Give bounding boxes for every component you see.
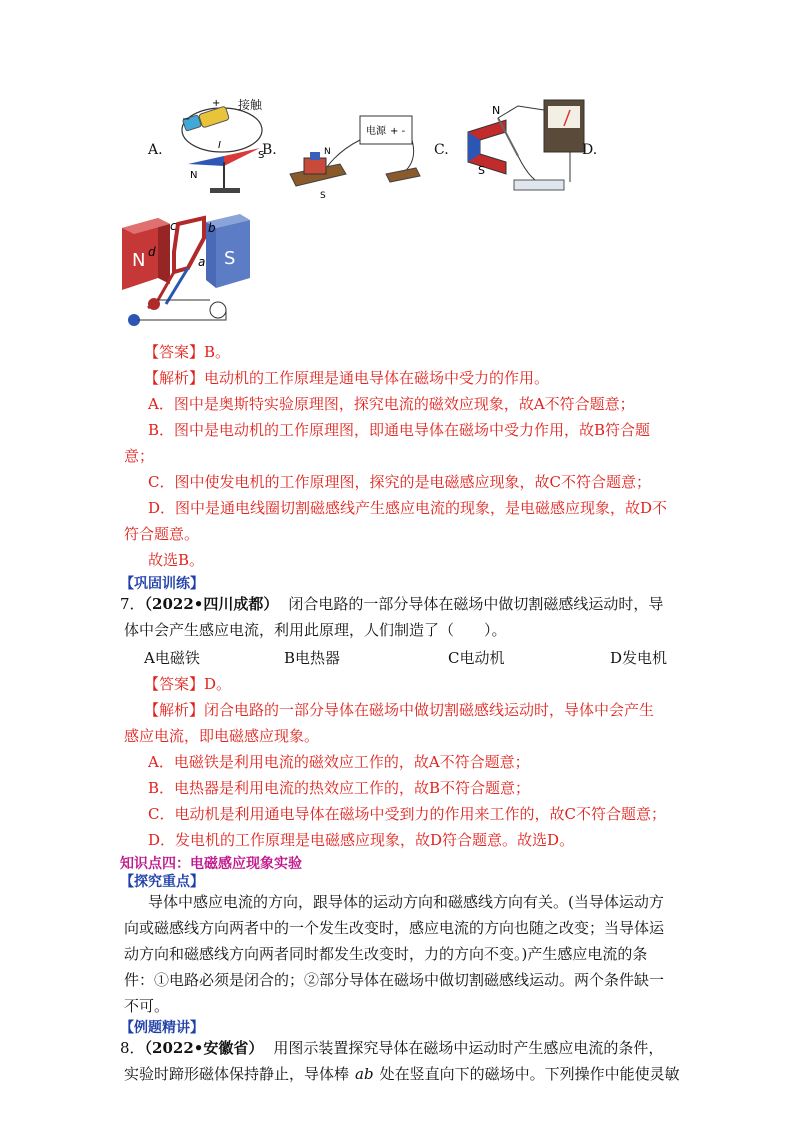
q7-analysis-line2: 感应电流，即电磁感应现象。 <box>124 727 320 745</box>
b-pole-s: S <box>320 191 326 200</box>
b-source-label: 电源 <box>366 126 386 137</box>
q6-analysis-line: 故选B。 <box>148 551 205 569</box>
section-consolidate-heading: 【巩固训练】 <box>120 576 204 592</box>
section-explore-heading: 【探究重点】 <box>120 874 204 890</box>
explore-line: 动方向和磁感线方向两者同时都发生改变时，力的方向不变。)产生感应电流的条 <box>124 945 648 963</box>
q8-source: （2022•安徽省） <box>144 1039 264 1057</box>
q7-analysis-line: D．发电机的工作原理是电磁感应现象，故D符合题意。故选D。 <box>148 831 575 849</box>
q8-stem-line1: 用图示装置探究导体在磁场中运动时产生感应电流的条件， <box>273 1039 664 1057</box>
explore-line: 导体中感应电流的方向，跟导体的运动方向和磁感线方向有关。(当导体运动方 <box>148 893 664 911</box>
d-coil-label-c: c <box>170 219 177 233</box>
q6-analysis-line: 意； <box>124 447 155 465</box>
q6-analysis-title: 【解析】电动机的工作原理是通电导体在磁场中受力的作用。 <box>144 369 550 387</box>
q6-analysis-line: 符合题意。 <box>124 525 200 543</box>
q6-analysis-line: B．图中是电动机的工作原理图，即通电导体在磁场中受力作用，故B符合题 <box>148 421 651 439</box>
generator-principle-figure <box>458 96 588 204</box>
a-contact-label: 接触 <box>238 98 263 112</box>
q7-answer: 【答案】D。 <box>144 675 232 693</box>
q6-answer: 【答案】B。 <box>144 343 231 361</box>
a-current-label: I <box>218 140 221 151</box>
q7-analysis-line1: 【解析】闭合电路的一部分导体在磁场中做切割磁感线运动时，导体中会产生 <box>144 701 655 719</box>
a-pole-n: N <box>190 170 198 181</box>
d-pole-n: N <box>132 250 146 271</box>
coil-in-field-figure <box>118 208 258 328</box>
q6-analysis-line: C．图中使发电机的工作原理图，探究的是电磁感应现象，故C不符合题意； <box>148 473 651 491</box>
q6-analysis-line: D．图中是通电线圈切割磁感线产生感应电流的现象，是电磁感应现象，故D不 <box>148 499 668 517</box>
q7-stem-line2: 体中会产生感应电流，利用此原理，人们制造了（ ）。 <box>124 621 507 639</box>
d-coil-label-d: d <box>148 245 156 259</box>
section-example-heading: 【例题精讲】 <box>120 1020 204 1036</box>
q7-stem-line1: 闭合电路的一部分导体在磁场中做切割磁感线运动时，导 <box>288 595 664 613</box>
a-minus-sign: − <box>182 114 191 125</box>
q7-analysis-line: A．电磁铁是利用电流的磁效应工作的，故A不符合题意； <box>148 753 530 771</box>
q8-number: 8． <box>120 1039 145 1057</box>
option-d-label: D. <box>582 142 598 158</box>
explore-line: 件：①电路必须是闭合的；②部分导体在磁场中做切割磁感线运动。两个条件缺一 <box>124 971 665 989</box>
q7-option-c: C电动机 <box>448 649 505 667</box>
q8-stem-line2-b: 处在竖直向下的磁场中。下列操作中能使灵敏 <box>379 1065 680 1083</box>
d-coil-label-b: b <box>208 221 216 235</box>
q7-option-a: A电磁铁 <box>144 649 200 667</box>
q8-stem-line2-a: 实验时蹄形磁体保持静止，导体棒 <box>124 1065 350 1083</box>
motor-principle-figure <box>286 112 426 200</box>
option-b-label: B. <box>262 142 277 158</box>
q7-stem <box>120 594 663 614</box>
d-coil-label-a: a <box>198 255 206 269</box>
q8-stem-line2 <box>124 1064 680 1084</box>
c-pole-s: S <box>478 164 485 177</box>
q8-stem <box>120 1038 663 1058</box>
explore-line: 不可。 <box>124 997 170 1015</box>
q7-number: 7． <box>120 595 145 613</box>
a-pole-s: S <box>258 150 265 161</box>
option-c-label: C. <box>434 142 449 158</box>
b-pole-n: N <box>324 147 331 157</box>
option-a-label: A. <box>148 142 163 158</box>
a-plus-sign: + <box>212 98 221 109</box>
q6-analysis-line: A．图中是奥斯特实验原理图，探究电流的磁效应现象，故A不符合题意； <box>148 395 635 413</box>
q7-analysis-line: C．电动机是利用通电导体在磁场中受到力的作用来工作的，故C不符合题意； <box>148 805 666 823</box>
q7-option-b: B电热器 <box>284 649 341 667</box>
q7-analysis-line: B．电热器是利用电流的热效应工作的，故B不符合题意； <box>148 779 531 797</box>
q7-option-d: D发电机 <box>610 649 668 667</box>
c-pole-n: N <box>492 104 501 117</box>
knowledge-point-heading: 知识点四：电磁感应现象实验 <box>120 856 302 872</box>
q7-source: （2022•四川成都） <box>144 595 279 613</box>
explore-line: 向或磁感线方向两者中的一个发生改变时，感应电流的方向也随之改变；当导体运 <box>124 919 665 937</box>
d-pole-s: S <box>224 248 236 269</box>
q8-var-ab: ab <box>355 1065 374 1083</box>
b-source-signs: + - <box>390 126 406 137</box>
